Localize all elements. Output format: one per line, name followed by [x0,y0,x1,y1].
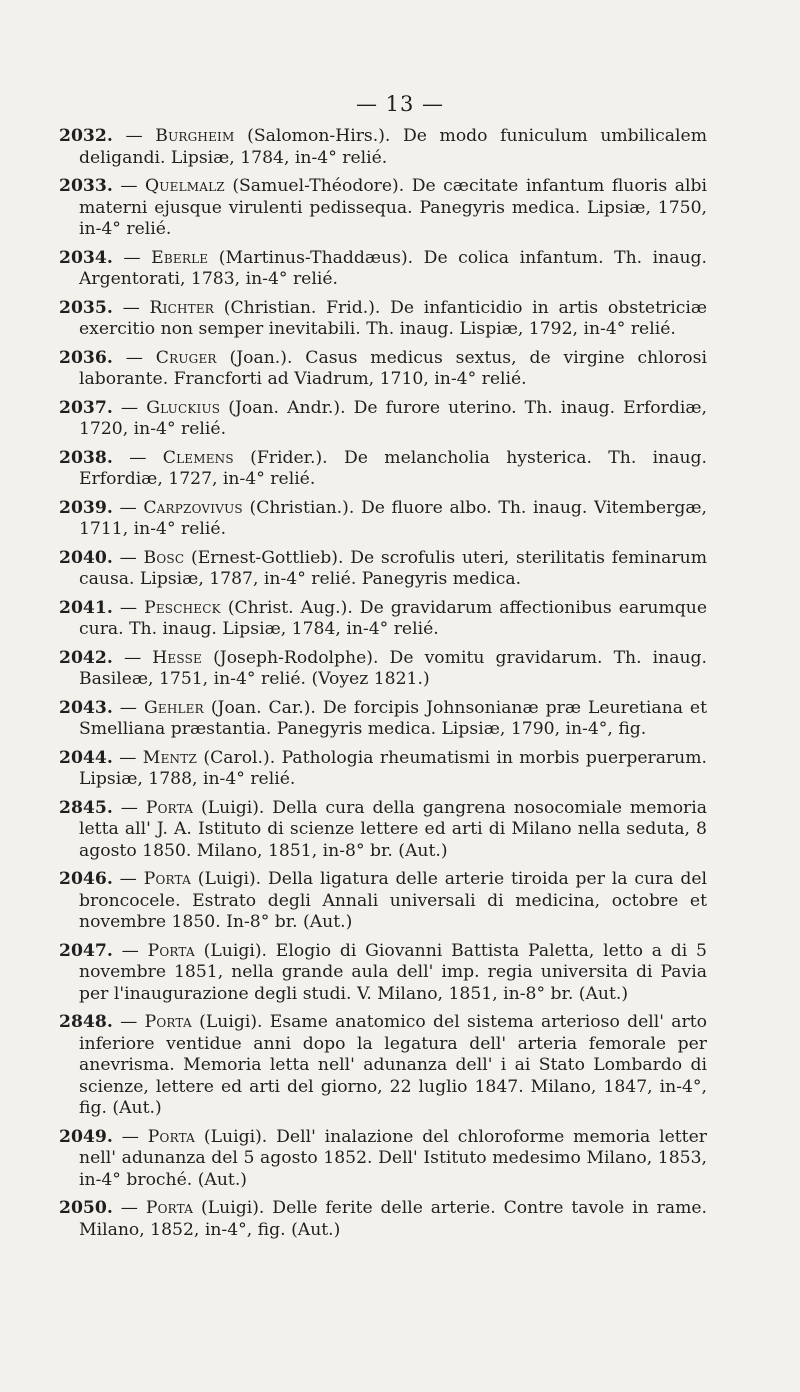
catalog-entry [59,941,707,1006]
entry-number: 2046. [59,869,113,889]
entry-text: (Frider.). De melancholia hysterica. Th. inaug. Erfordiæ, 1727, in-4° relié. [79,447,707,489]
entry-number: 2043. [59,697,113,718]
entry-dash: — [125,126,143,146]
entry-number: 2041. [59,597,113,618]
entry-author: Gehler [143,697,204,718]
entry-text: (Christian.). De fluore albo. Th. inaug. Vitembergæ, 1711, in-4° relié. [79,497,707,539]
catalog-entry [59,648,707,691]
catalog-entry [59,748,707,791]
entry-dash: — [119,869,137,889]
entry-number: 2035. [59,297,113,318]
entry-number: 2032. [59,126,113,146]
entry-dash: — [119,547,137,568]
entry-author: Gluckius [146,397,221,418]
entry-dash: — [125,347,143,368]
entry-number: 2037. [59,397,113,418]
entry-number: 2044. [59,747,113,768]
entry-author: Quelmalz [145,176,225,196]
entry-dash: — [120,1198,138,1218]
entry-list [59,126,707,1248]
entry-text: (Luigi). Della ligatura delle arterie tiroida per la cura del broncocele. Estrato degli Annali universali di medicina, octobre et novembre 1850. In-8° br. (Aut.) [79,869,708,932]
entry-dash: — [121,1126,139,1147]
catalog-entry [59,548,707,591]
catalog-entry [59,698,707,741]
entry-author: Porta [147,940,195,961]
entry-author: Porta [145,1198,194,1218]
entry-author: Porta [144,1012,192,1032]
entry-number: 2050. [59,1198,113,1218]
entry-text: (Carol.). Pathologia rheumatismi in morbis puerperarum. Lipsiæ, 1788, in-4° relié. [79,747,708,789]
entry-number: 2049. [59,1126,113,1147]
catalog-entry [59,598,707,641]
entry-author: Porta [147,1126,196,1147]
entry-dash: — [120,797,138,818]
catalog-entry [59,348,707,391]
entry-author: Porta [143,869,191,889]
entry-text: (Luigi). Dell' inalazione del chloroforme memoria letter nell' adunanza del 5 agosto 1852. Dell' Istituto medesimo Milano, 1853, in-4° broché. (Aut.) [79,1126,707,1190]
entry-text: (Luigi). Esame anatomico del sistema arterioso dell' arto inferiore ventidue anni dopo la legatura dell' arteria femorale per anevrisma. Memoria letta nell' adunanza dell' i ai Stato Lombardo di scienze, lettere ed arti del giorno, 22 luglio 1847. Milano, 1847, in-4°, fig. (Aut.) [79,1012,708,1118]
entry-text: (Joan.). Casus medicus sextus, de virgine chlorosi laborante. Francforti ad Viadrum, 1710, in-4° relié. [79,347,707,389]
entry-number: 2039. [59,497,113,518]
catalog-entry [59,398,707,441]
entry-dash: — [119,597,138,618]
entry-author: Richter [149,297,215,318]
catalog-entry [59,1127,707,1192]
entry-number: 2848. [59,1012,113,1032]
entry-text: (Christian. Frid.). De infanticidio in artis obstetriciæ exercitio non semper inevitabili. Th. inaug. Lispiæ, 1792, in-4° relié. [79,297,708,339]
catalog-entry [59,248,707,291]
catalog-entry [59,126,707,169]
entry-text: (Joseph-Rodolphe). De vomitu gravidarum. Th. inaug. Basileæ, 1751, in-4° relié. (Voyez 1821.) [79,647,708,689]
entry-number: 2040. [59,547,113,568]
entry-text: (Joan. Car.). De forcipis Johnsonianæ præ Leuretiana et Smelliana præstantia. Panegyris medica. Lipsiæ, 1790, in-4°, fig. [79,697,707,739]
page-number: — 13 — [355,92,445,116]
entry-text: (Ernest-Gottlieb). De scrofulis uteri, sterilitatis feminarum causa. Lipsiæ, 1787, in-4° relié. Panegyris medica. [79,547,707,589]
entry-author: Cruger [155,347,217,368]
catalog-entry [59,869,707,934]
entry-number: 2047. [59,940,113,961]
entry-dash: — [120,176,138,196]
entry-number: 2033. [59,176,113,196]
entry-author: Hesse [152,647,202,668]
catalog-entry [59,798,707,863]
entry-text: (Luigi). Elogio di Giovanni Battista Paletta, letto a di 5 novembre 1851, nella grande aula dell' imp. regia universita di Pavia per l'inaugurazione degli studi. V. Milano, 1851, in-8° br. (Aut.) [79,940,707,1004]
catalog-entry [59,1012,707,1120]
entry-author: Eberle [151,247,209,268]
entry-dash: — [120,397,139,418]
entry-dash: — [123,647,142,668]
catalog-entry [59,448,707,491]
entry-text: (Salomon-Hirs.). De modo funiculum umbilicalem deligandi. Lipsiæ, 1784, in-4° relié. [79,126,708,168]
entry-dash: — [121,940,139,961]
catalog-entry [59,298,707,341]
catalog-entry [59,176,707,241]
entry-author: Mentz [142,747,197,768]
entry-author: Clemens [162,447,234,468]
entry-dash: — [119,747,137,768]
entry-dash: — [122,297,140,318]
entry-dash: — [120,1012,138,1032]
entry-number: 2845. [59,797,113,818]
entry-dash: — [119,697,137,718]
entry-text: (Luigi). Delle ferite delle arterie. Contre tavole in rame. Milano, 1852, in-4°, fig. (Aut.) [79,1198,708,1240]
entry-author: Pescheck [144,597,221,618]
entry-author: Burgheim [155,126,235,146]
entry-text: (Samuel-Théodore). De cæcitate infantum fluoris albi materni ejusque virulenti pedissequa. Panegyris medica. Lipsiæ, 1750, in-4° relié. [79,176,707,239]
entry-author: Carpzovivus [143,497,243,518]
entry-author: Porta [145,797,194,818]
catalog-entry [59,498,707,541]
entry-text: (Joan. Andr.). De furore uterino. Th. inaug. Erfordiæ, 1720, in-4° relié. [79,397,707,439]
entry-text: (Luigi). Della cura della gangrena nosocomiale memoria letta all' J. A. Istituto di scienze lettere ed arti di Milano nella seduta, 8 agosto 1850. Milano, 1851, in-8° br. (Aut.) [79,797,707,861]
entry-text: (Christ. Aug.). De gravidarum affectionibus earumque cura. Th. inaug. Lipsiæ, 1784, in-4° relié. [79,597,708,639]
entry-author: Bosc [143,547,185,568]
entry-number: 2034. [59,247,113,268]
entry-text: (Martinus-Thaddæus). De colica infantum. Th. inaug. Argentorati, 1783, in-4° relié. [79,247,708,289]
entry-number: 2036. [59,347,113,368]
entry-number: 2042. [59,647,113,668]
entry-number: 2038. [59,447,113,468]
entry-dash: — [129,447,147,468]
catalog-entry [59,1198,707,1241]
entry-dash: — [119,497,137,518]
entry-dash: — [123,247,141,268]
